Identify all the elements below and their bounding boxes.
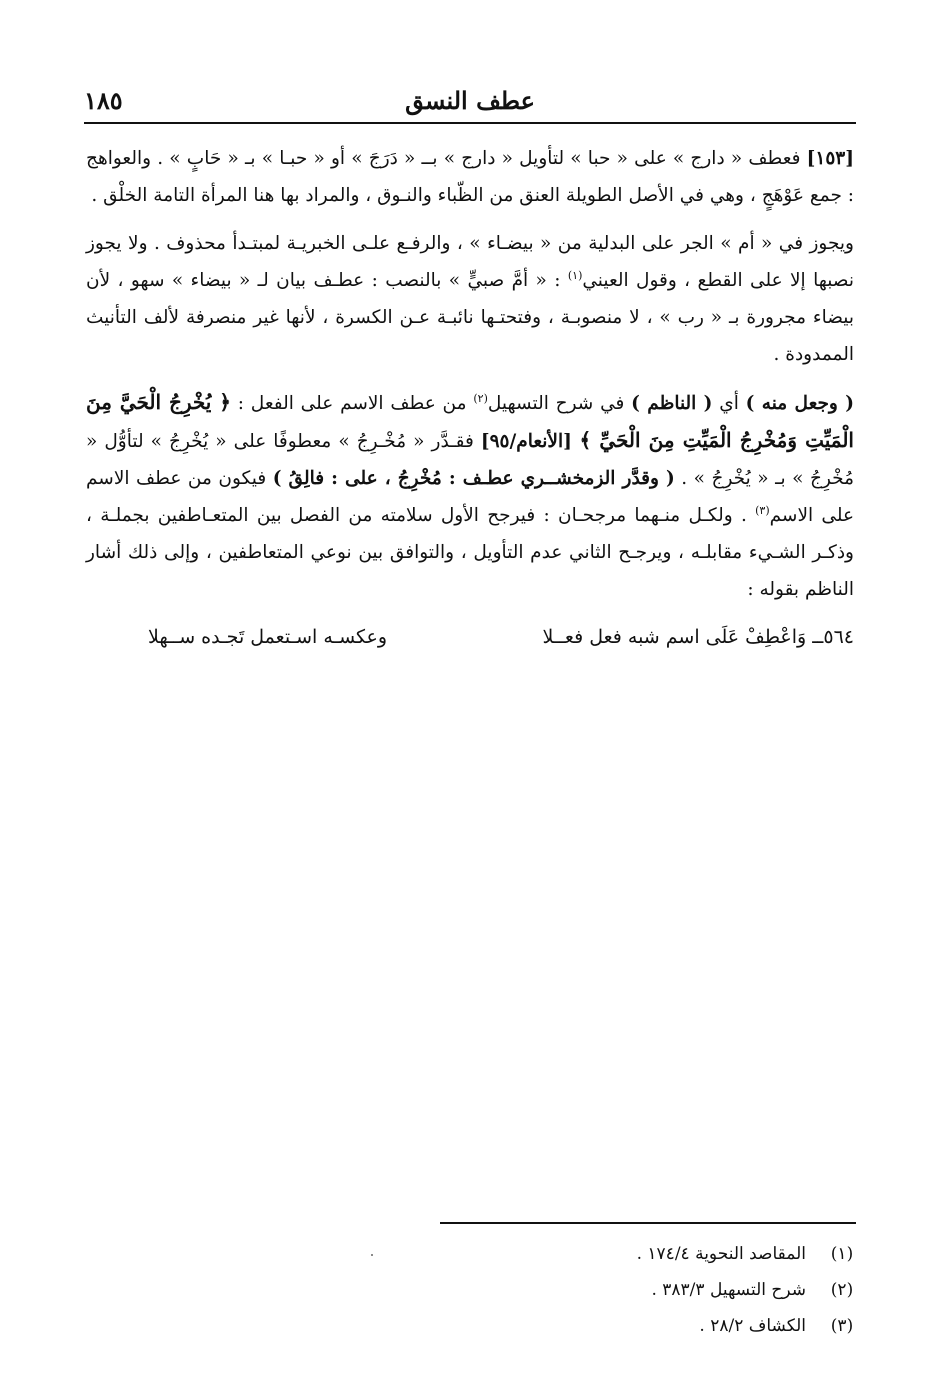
footnote-ref-2[interactable]: (٢) [473,391,488,405]
footnote-ref-3[interactable]: (٣) [755,503,770,517]
paragraph-text: في شرح التسهيل [487,393,632,414]
page-number: ١٨٥ [84,86,123,115]
paragraph-text: فعطف « دارج » على « حبا » لتأويل « دارج » بــ « دَرَجَ » أو « حبـا » بـ « حَابٍ » . والعواهج : جمع عَوْهَجٍ ، وهي في الأصل الطويلة العنق من الظّباء والنـوق ، والمراد بها هنا المرأة التامة الخلْق . [86,148,854,206]
quran-verse: ﴿ يُخْرِجُ الْحَيَّ مِنَ الْمَيِّتِ وَمُخْرِجُ الْمَيِّتِ مِنَ الْحَيِّ ﴾ [86,390,854,452]
footnotes [456,1236,856,1344]
lead-phrase: ( وجعل منه ) [745,393,854,414]
footnote-2 [456,1272,856,1308]
page-header [84,84,856,124]
footnote-text: الكشاف ٢٨/٢ . [699,1316,806,1336]
chapter-title: عطف النسق [405,86,535,115]
main-text [86,140,854,655]
paragraph-text: فيكون من عطف الاسم على الاسم [86,468,854,526]
poem-second-hemistich: وعكسـه اسـتعمل تَجـده ســهلا [148,626,388,648]
footnote-1 [456,1236,856,1272]
paragraph-text: . ولكـل منـهما مرجحـان : فيرجح الأول سلامته من الفصل بين المتعـاطفين بجملـة ، وذكـر الشـيء مقابلـه ، ويرجـح الثاني عدم التأويل ، والتوافق بين نوعي المتعاطفين ، وإلى ذلك أشار الناظم بقوله : [86,505,854,600]
paragraph-verb-noun [86,384,854,608]
footnote-text: المقاصد النحوية ١٧٤/٤ . [636,1244,806,1264]
footnote-marker: (٣) [830,1316,854,1336]
paragraph-text: من عطف الاسم على الفعل : [230,393,474,414]
reference-number: [١٥٣] [806,148,854,169]
zamakhshari-phrase: ( وقدَّر الزمخشــري عطـف : مُخْرِجُ ، على : فالِقُ ) [272,468,675,489]
nazim-term: ( الناظم ) [631,393,713,414]
verse-reference: [الأنعام/٩٥] [480,431,580,452]
footnote-marker: (٢) [830,1280,854,1300]
paragraph-text: : « أمَّ صبيٍّ » بالنصب : عطـف بيان لـ « بيضاء » سهو ، لأن بيضاء مجرورة بـ « رب » ، لا منصوبـة ، وفتحتـها نائبـة عـن الكسرة ، لأنها غير منصرفة لألف التأنيث الممدودة . [86,270,854,365]
poem-line [86,619,854,655]
poem-first-hemistich: ٥٦٤ــ وَاعْطِفْ عَلَى اسم شبه فعل فعــلا [542,626,854,648]
paragraph-text: فقـدَّر « مُخْـرِجُ » معطوفًا على « يُخْرِجُ » لتأوُّل « مُخْرِجُ » بـ « يُخْرِجُ » . [86,431,854,489]
paragraph-153 [86,140,854,214]
footnote-marker: (١) [830,1244,854,1264]
footnote-divider [440,1222,856,1224]
paragraph-text: ويجوز في « أم » الجر على البدلية من « بيضـاء » ، والرفـع علـى الخبريـة لمبتـدأ محذوف . ولا يجوز نصبها إلا على القطع ، وقول العيني [86,233,855,291]
paragraph-umm [86,225,854,373]
footnote-3 [456,1308,856,1344]
footnote-ref-1[interactable]: (١) [567,268,583,282]
print-speck [371,1254,373,1256]
paragraph-text: أي [712,393,746,414]
footnote-text: شرح التسهيل ٣٨٣/٣ . [651,1280,806,1300]
